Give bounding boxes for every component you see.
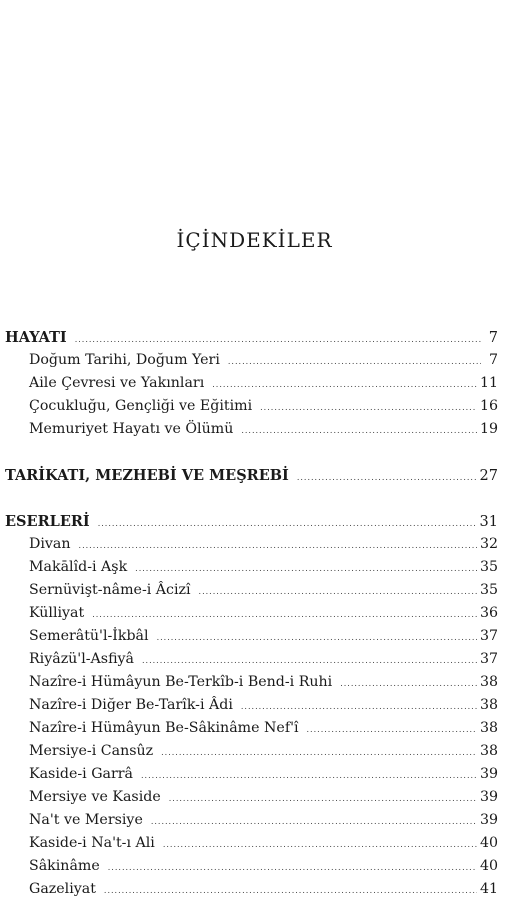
- dot-leader: [75, 328, 481, 351]
- toc-entry[interactable]: [5, 832, 498, 855]
- toc-page-number: 11: [479, 375, 498, 391]
- toc-entry-label: Makālîd-i Aşk: [29, 559, 128, 575]
- toc-page-number: 7: [488, 352, 498, 368]
- toc-entry[interactable]: [5, 556, 498, 579]
- table-of-contents: [5, 326, 498, 901]
- toc-entry-label: Kaside-i Na't-ı Ali: [29, 835, 155, 851]
- section-spacer: [5, 487, 498, 510]
- toc-entry-label: Aile Çevresi ve Yakınları: [29, 375, 205, 391]
- toc-page-number: 35: [479, 559, 498, 575]
- dot-leader: [108, 856, 477, 879]
- toc-section-title: TARİKATI, MEZHEBİ VE MEŞREBİ: [5, 467, 289, 484]
- toc-entry[interactable]: [5, 533, 498, 556]
- toc-entry-label: Na't ve Mersiye: [29, 812, 143, 828]
- toc-entry-label: Semerâtü'l-İkbâl: [29, 628, 149, 644]
- toc-page-number: 39: [479, 789, 498, 805]
- toc-entry[interactable]: [5, 878, 498, 901]
- dot-leader: [163, 833, 477, 856]
- toc-page-number: 41: [479, 881, 498, 897]
- toc-entry-label: Sâkinâme: [29, 858, 100, 874]
- toc-entry-label: Nazîre-i Hümâyun Be-Sâkinâme Nef'î: [29, 720, 299, 736]
- toc-entry-label: Riyâzü'l-Asfiyâ: [29, 651, 134, 667]
- dot-leader: [241, 695, 477, 718]
- dot-leader: [212, 373, 477, 396]
- toc-entry-label: Külliyat: [29, 605, 85, 621]
- toc-entry[interactable]: [5, 855, 498, 878]
- toc-page-number: 27: [479, 468, 498, 484]
- toc-section-tarikati[interactable]: [5, 464, 498, 487]
- toc-entry[interactable]: [5, 579, 498, 602]
- dot-leader: [228, 350, 481, 373]
- toc-page-number: 39: [479, 812, 498, 828]
- toc-entry[interactable]: [5, 648, 498, 671]
- dot-leader: [157, 626, 477, 649]
- toc-entry-label: Sernüvişt-nâme-i Âcizî: [29, 582, 191, 598]
- toc-entry[interactable]: [5, 418, 498, 441]
- dot-leader: [79, 534, 477, 557]
- toc-section-title: ESERLERİ: [5, 513, 90, 530]
- toc-entry[interactable]: [5, 694, 498, 717]
- dot-leader: [297, 466, 477, 489]
- toc-entry-label: Gazeliyat: [29, 881, 96, 897]
- dot-leader: [260, 396, 477, 419]
- dot-leader: [340, 672, 477, 695]
- toc-entry[interactable]: [5, 349, 498, 372]
- toc-page-number: 35: [479, 582, 498, 598]
- dot-leader: [307, 718, 477, 741]
- toc-page-number: 36: [479, 605, 498, 621]
- toc-page-number: 38: [479, 674, 498, 690]
- toc-entry[interactable]: [5, 625, 498, 648]
- dot-leader: [98, 512, 477, 535]
- toc-page-number: 31: [479, 514, 498, 530]
- toc-entry[interactable]: [5, 602, 498, 625]
- toc-entry-label: Divan: [29, 536, 71, 552]
- toc-entry-label: Kaside-i Garrâ: [29, 766, 134, 782]
- toc-entry[interactable]: [5, 717, 498, 740]
- toc-section-title: HAYATI: [5, 329, 67, 346]
- toc-page-number: 38: [479, 743, 498, 759]
- dot-leader: [141, 764, 477, 787]
- toc-page-number: 38: [479, 697, 498, 713]
- dot-leader: [199, 580, 477, 603]
- toc-entry[interactable]: [5, 809, 498, 832]
- dot-leader: [151, 810, 477, 833]
- toc-section-eserleri[interactable]: [5, 510, 498, 533]
- dot-leader: [135, 557, 477, 580]
- toc-entry-label: Mersiye-i Cansûz: [29, 743, 154, 759]
- toc-entry-label: Memuriyet Hayatı ve Ölümü: [29, 421, 234, 437]
- toc-section-hayati[interactable]: [5, 326, 498, 349]
- section-spacer: [5, 441, 498, 464]
- toc-page-number: 32: [479, 536, 498, 552]
- toc-entry[interactable]: [5, 395, 498, 418]
- toc-entry[interactable]: [5, 671, 498, 694]
- toc-entry[interactable]: [5, 740, 498, 763]
- dot-leader: [92, 603, 477, 626]
- toc-page-number: 7: [488, 330, 498, 346]
- toc-entry-label: Çocukluğu, Gençliği ve Eğitimi: [29, 398, 253, 414]
- toc-page-number: 40: [479, 835, 498, 851]
- toc-entry[interactable]: [5, 372, 498, 395]
- toc-entry-label: Mersiye ve Kaside: [29, 789, 161, 805]
- dot-leader: [169, 787, 477, 810]
- toc-page-number: 37: [479, 628, 498, 644]
- toc-entry[interactable]: [5, 763, 498, 786]
- toc-entry-label: Nazîre-i Diğer Be-Tarîk-i Âdi: [29, 697, 233, 713]
- dot-leader: [142, 649, 477, 672]
- dot-leader: [161, 741, 477, 764]
- toc-page-number: 37: [479, 651, 498, 667]
- dot-leader: [104, 879, 477, 902]
- dot-leader: [241, 419, 477, 442]
- toc-page-number: 39: [479, 766, 498, 782]
- toc-entry-label: Doğum Tarihi, Doğum Yeri: [29, 352, 220, 368]
- toc-page-number: 40: [479, 858, 498, 874]
- toc-page-number: 16: [479, 398, 498, 414]
- toc-title: İÇİNDEKİLER: [176, 228, 333, 252]
- toc-page-number: 19: [479, 421, 498, 437]
- toc-page-number: 38: [479, 720, 498, 736]
- toc-entry-label: Nazîre-i Hümâyun Be-Terkîb-i Bend-i Ruhi: [29, 674, 333, 690]
- toc-entry[interactable]: [5, 786, 498, 809]
